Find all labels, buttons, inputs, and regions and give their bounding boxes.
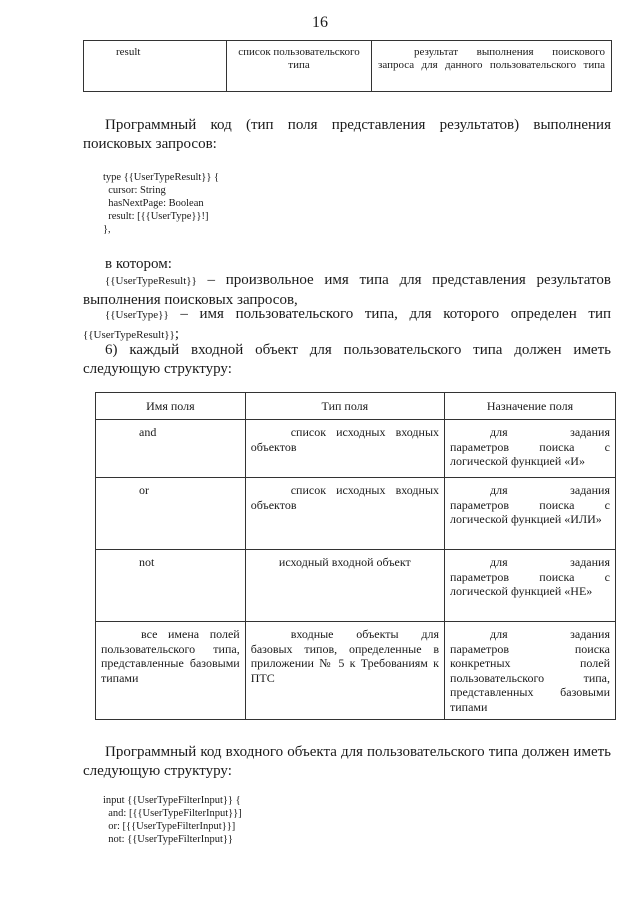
cell-name: and bbox=[96, 420, 246, 478]
table-header-row bbox=[96, 393, 616, 420]
table-row bbox=[96, 622, 616, 720]
in-which-label: в котором: bbox=[105, 256, 172, 272]
table-row bbox=[96, 550, 616, 622]
field-type: список пользовательского типа bbox=[238, 46, 360, 71]
field-purpose-cell bbox=[372, 41, 612, 92]
header-field-name: Имя поля bbox=[96, 393, 246, 420]
cell-type: исходный входной объект bbox=[245, 550, 444, 622]
definition-text: – произвольное имя типа для представления результатов выполнения поисковых запросов, bbox=[83, 272, 611, 308]
code-token: {{UserType}} bbox=[105, 309, 169, 321]
code-line: input {{UserTypeFilterInput}} { bbox=[103, 795, 241, 806]
code-line: or: [{{UserTypeFilterInput}}] bbox=[103, 821, 236, 832]
code-block-input-type bbox=[103, 794, 242, 846]
code-line: cursor: String bbox=[103, 185, 166, 196]
cell-name: or bbox=[96, 478, 246, 550]
cell-name: все имена полей пользовательского типа, представленные базовыми типами bbox=[96, 622, 246, 720]
table-row bbox=[96, 478, 616, 550]
input-object-fields-table bbox=[95, 392, 616, 720]
paragraph-result-code: Программный код (тип поля представления результатов) выполнения поисковых запросов: bbox=[83, 117, 611, 152]
field-name: result bbox=[116, 46, 141, 58]
code-token: {{UserTypeResult}} bbox=[105, 275, 197, 287]
definition-user-type bbox=[83, 305, 611, 345]
code-line: not: {{UserTypeFilterInput}} bbox=[103, 834, 233, 845]
field-type-cell bbox=[227, 41, 372, 92]
code-line: hasNextPage: Boolean bbox=[103, 198, 204, 209]
code-line: and: [{{UserTypeFilterInput}}] bbox=[103, 808, 242, 819]
code-block-result-type bbox=[103, 171, 219, 236]
page-number: 16 bbox=[312, 14, 328, 31]
cell-type: список исходных входных объектов bbox=[245, 420, 444, 478]
cell-purpose: для задания параметров поиска конкретных полей пользовательского типа, представленных базовыми типами bbox=[445, 622, 616, 720]
code-line: type {{UserTypeResult}} { bbox=[103, 172, 220, 183]
field-name-cell bbox=[84, 41, 227, 92]
cell-purpose: для задания параметров поиска с логической функцией «ИЛИ» bbox=[445, 478, 616, 550]
definition-text: ; bbox=[174, 326, 180, 342]
code-line: }, bbox=[103, 224, 111, 235]
item-6-paragraph: 6) каждый входной объект для пользовательского типа должен иметь следующую структуру: bbox=[83, 342, 611, 377]
cell-purpose: для задания параметров поиска с логической функцией «НЕ» bbox=[445, 550, 616, 622]
paragraph-input-code: Программный код входного объекта для пользовательского типа должен иметь следующую структуру: bbox=[83, 744, 611, 779]
table-row bbox=[84, 41, 612, 92]
table-row bbox=[96, 420, 616, 478]
result-field-table bbox=[83, 40, 612, 92]
header-field-type: Тип поля bbox=[245, 393, 444, 420]
header-field-purpose: Назначение поля bbox=[445, 393, 616, 420]
cell-name: not bbox=[96, 550, 246, 622]
definition-text: – имя пользовательского типа, для которого определен тип bbox=[168, 306, 611, 322]
cell-type: входные объекты для базовых типов, определенные в приложении № 5 к Требованиям к ПТС bbox=[245, 622, 444, 720]
field-purpose: результат выполнения поискового запроса для данного пользовательского типа bbox=[378, 46, 605, 71]
cell-type: список исходных входных объектов bbox=[245, 478, 444, 550]
code-line: result: [{{UserType}}!] bbox=[103, 211, 209, 222]
cell-purpose: для задания параметров поиска с логической функцией «И» bbox=[445, 420, 616, 478]
code-token: {{UserTypeResult}} bbox=[83, 329, 175, 341]
